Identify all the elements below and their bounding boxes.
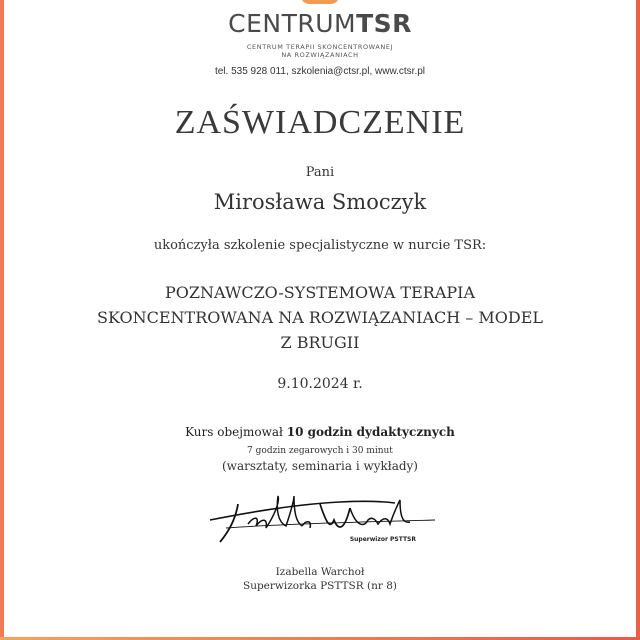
brand-light: CENTRUM — [228, 9, 357, 38]
course-hours — [0, 425, 640, 439]
course-formats: (warsztaty, seminaria i wykłady) — [221, 459, 418, 473]
recipient-name: Mirosława Smoczyk — [213, 190, 427, 214]
course-title-line: SKONCENTROWANA NA ROZWIĄZANIACH – MODEL — [97, 308, 543, 327]
hours-bold: 10 godzin dydaktycznych — [286, 425, 455, 439]
course-title — [60, 280, 580, 355]
brand-subtitle-line2: NA ROZWIĄZANIACH — [281, 51, 359, 59]
clock-hours: 7 godzin zegarowych i 30 minut — [247, 446, 393, 456]
course-title-line: Z BRUGII — [280, 333, 360, 352]
completion-text: ukończyła szkolenie specjalistyczne w nurcie TSR: — [153, 238, 487, 253]
brand-bold: TSR — [356, 9, 412, 38]
contact-line: tel. 535 928 011, szkolenia@ctsr.pl, www.ctsr.pl — [214, 66, 426, 77]
document-title: ZAŚWIADCZENIE — [174, 104, 466, 141]
signature-role-caption: Superwizor PSTTSR — [349, 536, 416, 543]
hours-prefix: Kurs obejmował — [185, 425, 287, 439]
signer-title: Superwizorka PSTTSR (nr 8) — [243, 580, 397, 592]
salutation: Pani — [305, 165, 335, 180]
logo-mark-icon — [300, 0, 340, 4]
signer-name: Izabella Warchoł — [275, 566, 365, 578]
course-title-line: POZNAWCZO-SYSTEMOWA TERAPIA — [164, 283, 476, 302]
course-date: 9.10.2024 r. — [277, 376, 363, 392]
brand-logo — [0, 9, 640, 38]
brand-subtitle-line1: CENTRUM TERAPII SKONCENTROWANEJ — [246, 43, 394, 51]
